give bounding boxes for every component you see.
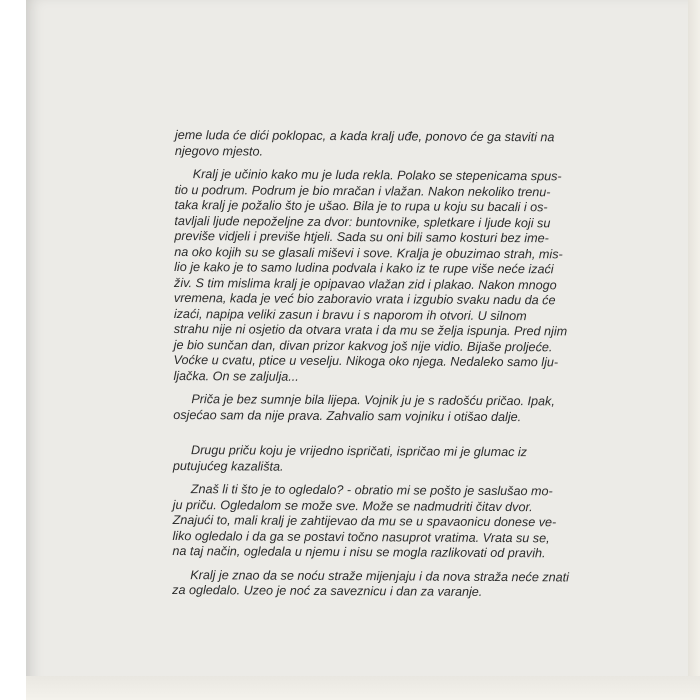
page-text — [172, 128, 585, 601]
page-edge — [688, 0, 700, 700]
text-line: liko ogledalo i da ga se postavi točno nasuprot vratima. Vrata su se, — [172, 528, 550, 545]
paragraph-6 — [172, 567, 582, 601]
text-line: Kralj je znao da se noću straže mijenjaju i da nova straža neće znati — [190, 567, 570, 584]
text-line: na taj način, ogledala u njemu i nisu se mogla razlikovati od pravih. — [172, 543, 546, 561]
paragraph-5 — [172, 482, 582, 562]
paragraph-4 — [173, 443, 583, 477]
text-line: živ. S tim mislima kralj je opipavao vlažan zid i plakao. Nakon mnogo — [174, 275, 557, 292]
text-line: Kralj je učinio kako mu je luda rekla. Polako se stepenicama spus- — [192, 167, 562, 184]
text-line: strahu nije ni osjetio da otvara vrata i da mu se želja ispunja. Pred njim — [173, 321, 568, 339]
text-line: lio je kako je to samo ludina podvala i kako iz te rupe više neće izaći — [174, 259, 554, 277]
text-line: Znaš li ti što je to ogledalo? - obratio mi se pošto je saslušao mo- — [190, 482, 553, 499]
text-line: je bio sunčan dan, divan prizor kakvog još nije vidio. Bijaše proljeće. — [173, 337, 553, 354]
text-line: osjećao sam da nije prava. Zahvalio sam vojniku i otišao dalje. — [173, 407, 522, 424]
text-line: tio u podrum. Podrum je bio mračan i vlažan. Nakon nekoliko trenu- — [174, 182, 551, 199]
text-line: za ogledalo. Uzeo je noć za saveznicu i dan za varanje. — [172, 582, 483, 599]
paragraph-3 — [173, 392, 583, 426]
text-line: vremena, kada je već bio zaboravio vrata i izgubio svaku nadu da će — [173, 290, 556, 308]
text-line: tavljali ljude nepoželjne za dvor: buntovnike, spletkare i ljude koji su — [174, 213, 551, 230]
text-line: taka kralj je požalio što je ušao. Bila je to rupa u koju su bacali i os- — [174, 197, 548, 215]
paragraph-1 — [175, 128, 585, 162]
text-line: Drugu priču koju je vrijedno ispričati, ispričao mi je glumac iz — [190, 443, 528, 460]
text-line: na oko kojih su se glasali miševi i sove. Kralja je obuzimao strah, mis- — [174, 244, 563, 261]
text-line: njegovo mjesto. — [174, 143, 264, 159]
text-line: Priča je bez sumnje bila lijepa. Vojnik ju je s radošću pričao. Ipak, — [191, 392, 555, 409]
text-line: ljačka. On se zaljulja... — [173, 368, 299, 384]
text-line: previše vidjeli i previše htjeli. Sada su oni bili samo kosturi bez ime- — [174, 228, 549, 246]
paragraph-2 — [173, 167, 584, 387]
text-line: izaći, napipa veliki zasun i bravu i s naporom ih otvori. U silnom — [173, 306, 527, 323]
text-line: putujućeg kazališta. — [172, 458, 284, 474]
page-bottom-margin — [26, 676, 700, 700]
text-line: jeme luda će dići poklopac, a kada kralj uđe, ponovo će ga staviti na — [174, 128, 555, 145]
text-line: Voćke u cvatu, ptice u veselju. Nikoga oko njega. Nedaleko samo lju- — [173, 352, 559, 370]
text-line: Znajući to, mali kralj je zahtijevao da mu se u spavaonicu donese ve- — [172, 512, 557, 530]
text-line: ju priču. Ogledalom se može sve. Može se nadmudriti čitav dvor. — [172, 497, 533, 514]
